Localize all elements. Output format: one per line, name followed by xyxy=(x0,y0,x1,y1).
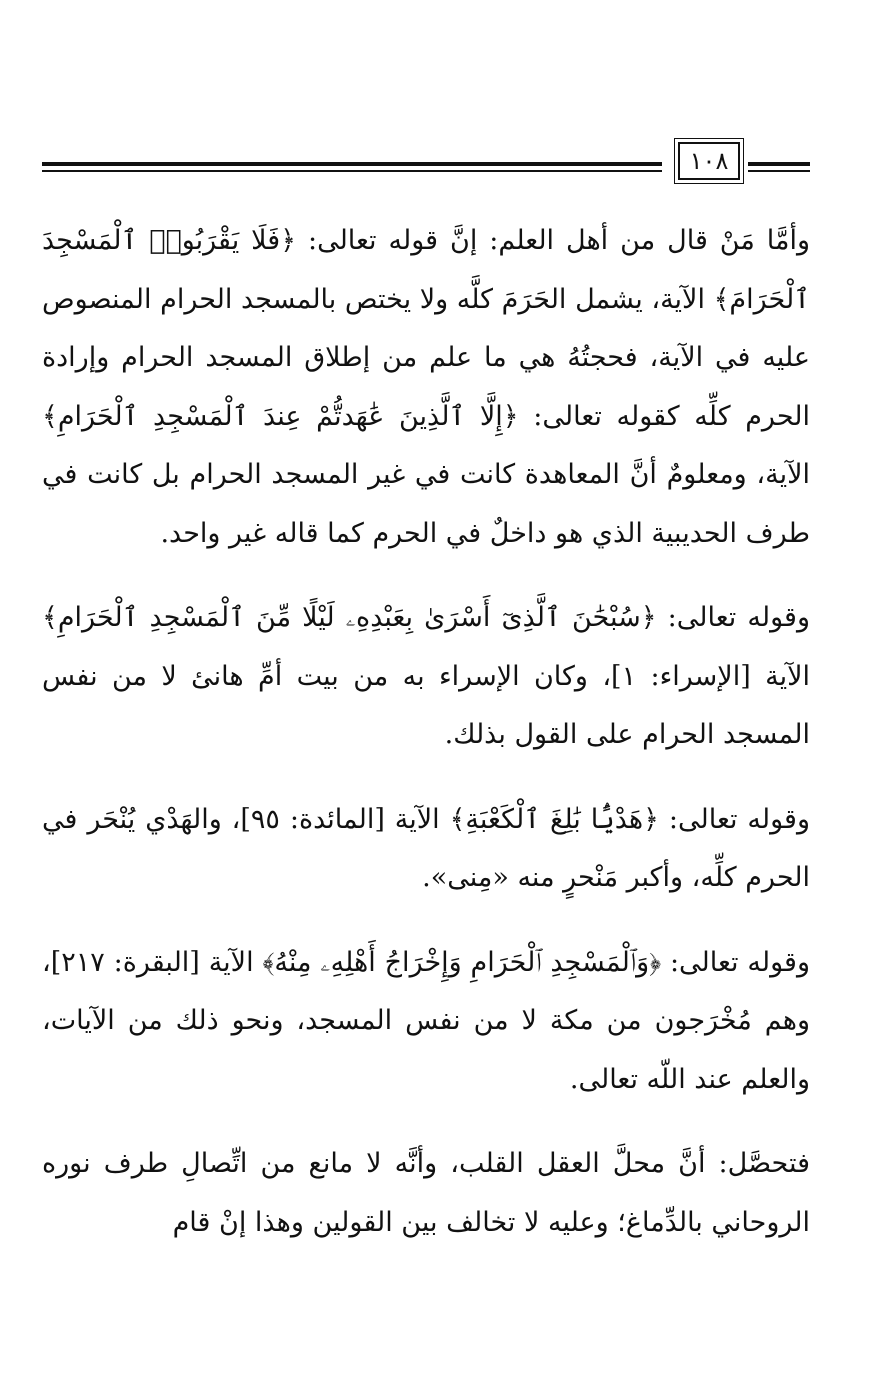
paragraph-4: وقوله تعالى: ﴿وَٱلْمَسْجِدِ ٱلْحَرَامِ وَإِخْرَاجُ أَهْلِهِۦ مِنْهُ﴾ الآية [البقرة: ٢١٧]، وهم مُخْرَجون من مكة لا من نفس المسجد، ونحو ذلك من الآيات، والعلم عند اللّه تعالى. xyxy=(42,946,810,1095)
page-number: ١٠٨ xyxy=(678,142,740,180)
header-rule-right xyxy=(748,162,810,174)
header-rule-left xyxy=(42,162,662,174)
paragraph-1: وأمَّا مَنْ قال من أهل العلم: إنَّ قوله تعالى: ﴿فَلَا يَقْرَبُوا۟ ٱلْمَسْجِدَ ٱلْحَرَامَ﴾ الآية، يشمل الحَرَمَ كلَّه ولا يختص بالمسجد الحرام المنصوص عليه في الآية، فحجتُهُ هي ما علم من إطلاق المسجد الحرام وإرادة الحرم كلِّه كقوله تعالى: ﴿إِلَّا ٱلَّذِينَ عَٰهَدتُّمْ عِندَ ٱلْمَسْجِدِ ٱلْحَرَامِ﴾ الآية، ومعلومٌ أنَّ المعاهدة كانت في غير المسجد الحرام بل كانت في طرف الحديبية الذي هو داخلٌ في الحرم كما قاله غير واحد. xyxy=(42,225,810,549)
paragraph-3: وقوله تعالى: ﴿هَدْيًۢا بَٰلِغَ ٱلْكَعْبَةِ﴾ الآية [المائدة: ٩٥]، والهَدْي يُنْحَر في الحرم كلِّه، وأكبر مَنْحرٍ منه «مِنى». xyxy=(42,803,810,893)
paragraph-5: فتحصَّل: أنَّ محلَّ العقل القلب، وأنَّه لا مانع من اتِّصالِ طرف نوره الروحاني بالدِّماغ؛ وعليه لا تخالف بين القولين وهذا إنْ قام xyxy=(42,1148,810,1238)
paragraph-2: وقوله تعالى: ﴿سُبْحَٰنَ ٱلَّذِىٓ أَسْرَىٰ بِعَبْدِهِۦ لَيْلًا مِّنَ ٱلْمَسْجِدِ ٱلْحَرَامِ﴾ الآية [الإسراء: ١]، وكان الإسراء به من بيت أمِّ هانئ لا من نفس المسجد الحرام على القول بذلك. xyxy=(42,602,811,750)
page-header xyxy=(42,142,810,182)
page-body xyxy=(42,212,810,1252)
